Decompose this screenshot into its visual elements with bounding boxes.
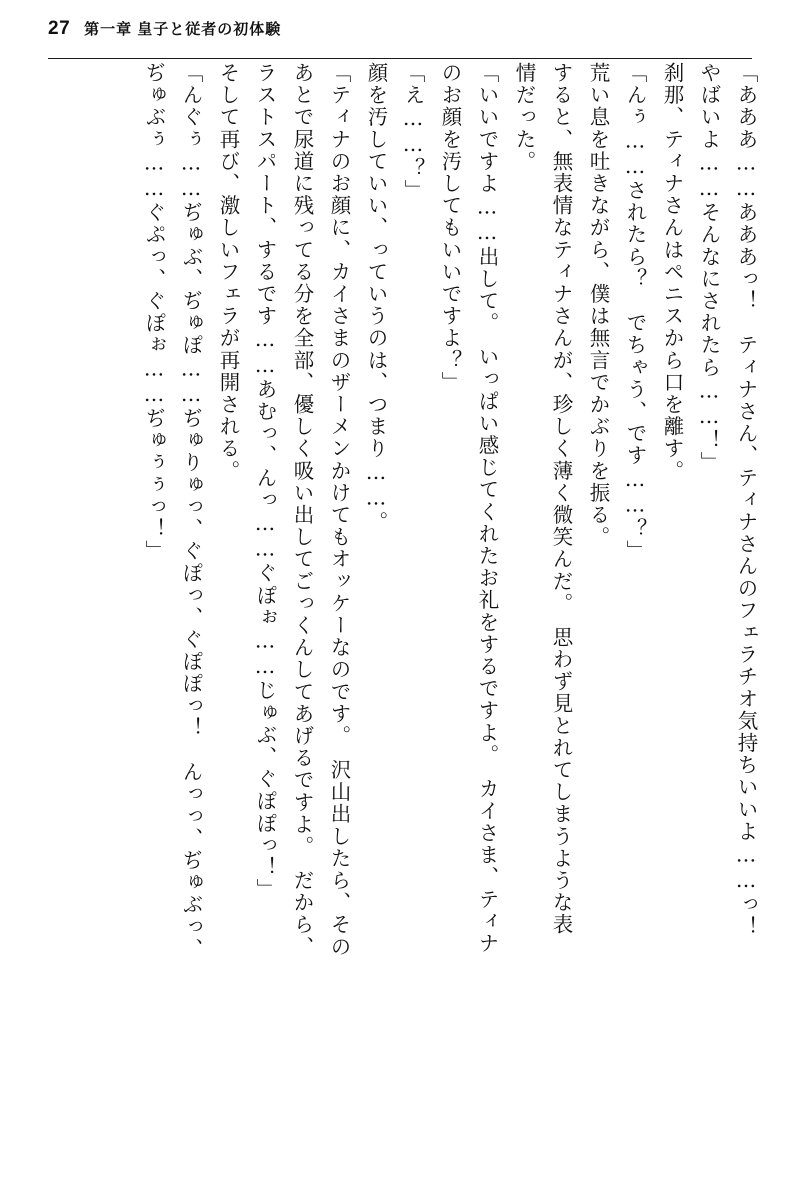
text-line: 情だった。 xyxy=(512,62,536,173)
text-line: のお顔を汚してもいいですよ？」 xyxy=(438,62,462,394)
text-line: あとで尿道に残ってる分を全部、優しく吸い出してごっくんしてあげるですよ。 だから、 xyxy=(290,62,314,958)
text-line: ぢゅぶぅ……ぐぷっ、ぐぽぉ……ぢゅぅぅっ！」 xyxy=(142,62,166,563)
page-body xyxy=(40,62,756,1176)
text-line: 「ティナのお顔に、カイさまのザーメンかけてもオッケーなのです。 沢山出したら、その xyxy=(327,62,351,958)
text-line: やばいよ……そんなにされたら……！」 xyxy=(697,62,721,474)
text-line: 「え……？」 xyxy=(401,62,425,202)
text-line: 「いいですよ……出して。 いっぱい感じてくれたお礼をするですよ。 カイさま、ティナ xyxy=(475,62,499,955)
vertical-text-columns xyxy=(40,62,756,1176)
running-title: 第一章 皇子と従者の初体験 xyxy=(84,21,282,38)
page-number: 27 xyxy=(48,18,71,39)
text-line: 荒い息を吐きながら、僕は無言でかぶりを振る。 xyxy=(586,62,610,549)
text-line: そして再び、激しいフェラが再開される。 xyxy=(216,62,240,482)
text-line: 「あああ……あああっ！ ティナさん、ティナさんのフェラチオ気持ちいいよ……っ！ xyxy=(734,62,758,938)
text-line: すると、無表情なティナさんが、珍しく薄く微笑んだ。 思わず見とれてしまうような表 xyxy=(549,62,573,936)
text-line: ラストスパート、するです……あむっ、んっ……ぐぽぉ……じゅぶ、ぐぽぽっ！」 xyxy=(253,62,277,901)
text-line: 顔を汚していい、っていうのは、つまり……。 xyxy=(364,62,388,534)
text-line: 「んぅ……されたら？ でちゃう、です……？」 xyxy=(623,62,647,563)
text-line: 「んぐぅ……ぢゅぶ、ぢゅぽ……ぢゅりゅっ、ぐぽっ、ぐぽぽっ！ んっっ、ぢゅぶっ、 xyxy=(179,62,203,960)
text-line: 刹那、ティナさんはペニスから口を離す。 xyxy=(660,62,684,482)
page-header xyxy=(48,18,752,59)
